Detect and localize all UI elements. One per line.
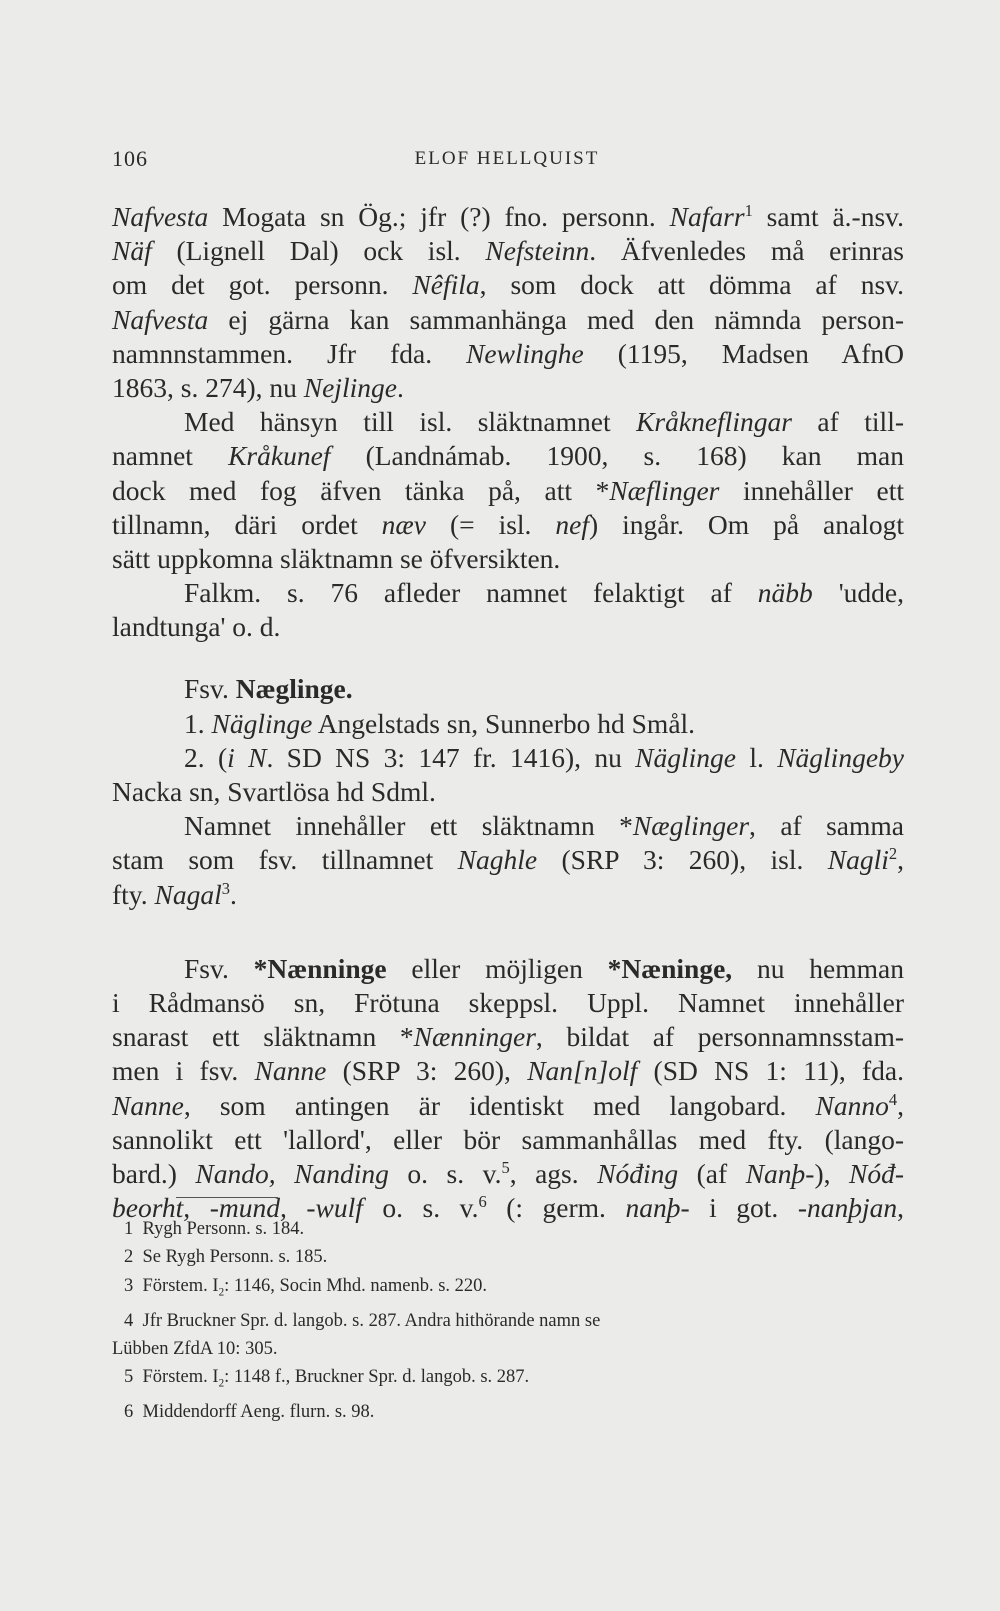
footnote: 1 Rygh Personn. s. 184. bbox=[124, 1219, 305, 1239]
footnote-rule bbox=[176, 1197, 278, 1198]
text-line: tillnamn, däri ordet næv (= isl. nef) ingår. Om på analogt bbox=[112, 508, 904, 540]
footnote: 6 Middendorff Aeng. flurn. s. 98. bbox=[124, 1402, 375, 1423]
text-line: Nacka sn, Svartlösa hd Sdml. bbox=[112, 776, 436, 807]
body-text bbox=[112, 200, 904, 1225]
text-line: landtunga' o. d. bbox=[112, 611, 281, 643]
entry-heading: Fsv. Næglinge. bbox=[184, 673, 353, 705]
text-line: Med hänsyn till isl. släktnamnet Kråkneflingar af till- bbox=[184, 406, 904, 438]
text-line: 2. (i N. SD NS 3: 147 fr. 1416), nu Näglinge l. Näglingeby bbox=[184, 741, 904, 773]
text-line: Näf (Lignell Dal) ock isl. Nefsteinn. Äfvenledes må erinras bbox=[112, 235, 904, 267]
text-line: 1863, s. 274), nu Nejlinge. bbox=[112, 371, 404, 403]
text-line: Nafvesta ej gärna kan sammanhänga med den nämnda person- bbox=[112, 303, 904, 335]
text-line: dock med fog äfven tänka på, att *Næflinger innehåller ett bbox=[112, 474, 904, 506]
text-line: i Rådmansö sn, Frötuna skeppsl. Uppl. Namnet innehåller bbox=[112, 986, 904, 1018]
running-head: ELOF HELLQUIST bbox=[414, 148, 600, 169]
entry-heading: Fsv. *Nænninge eller möjligen *Næninge, nu hemman bbox=[184, 952, 904, 984]
footnote: 3 Förstem. $I_2$: 1146, Socin Mhd. namenb. s. 220. bbox=[124, 1275, 488, 1299]
text-line: 1. Näglinge Angelstads sn, Sunnerbo hd Smål. bbox=[184, 707, 696, 739]
text-line: namnnstammen. Jfr fda. Newlinghe (1195, Madsen AfnO bbox=[112, 337, 904, 369]
text-line: sannolikt ett 'lallord', eller bör sammanhållas med fty. (lango- bbox=[112, 1123, 904, 1155]
footnotes bbox=[112, 1215, 914, 1426]
text-line: snarast ett släktnamn *Nænninger, bildat af personnamnsstam- bbox=[112, 1021, 905, 1053]
text-line: fty. Nagal$^3$. bbox=[112, 878, 237, 910]
text-line: sätt uppkomna släktnamn se öfversikten. bbox=[112, 542, 561, 574]
text-line: beorht, -mund, -wulf o. s. v.$^6$ (: germ. nanþ- i got. -nanþjan, bbox=[112, 1191, 904, 1224]
text-line: Falkm. s. 76 afleder namnet felaktigt af näbb 'udde, bbox=[184, 577, 904, 609]
text-line: Namnet innehåller ett släktnamn *Næglinger, af samma bbox=[184, 810, 904, 842]
text-line: men i fsv. Nanne (SRP 3: 260), Nan[n]olf (SD NS 1: 11), fda. bbox=[112, 1055, 905, 1087]
page-header bbox=[112, 146, 902, 176]
text-line: stam som fsv. tillnamnet Naghle (SRP 3: 260), isl. Nagli$^2$, bbox=[112, 844, 904, 876]
footnote-continuation: Lübben ZfdA 10: 305. bbox=[112, 1338, 278, 1359]
text-line: bard.) Nando, Nanding o. s. v.$^5$, ags. Nóđing (af Nanþ-), Nóđ- bbox=[112, 1157, 904, 1189]
footnote: 5 Förstem. $I_2$: 1148 f., Bruckner Spr. d. langob. s. 287. bbox=[124, 1367, 530, 1390]
text-line: Nanne, som antingen är identiskt med langobard. Nanno$^4$, bbox=[112, 1089, 904, 1121]
page-number: 106 bbox=[112, 146, 148, 171]
text-line: Nafvesta Mogata sn Ög.; jfr (?) fno. personn. Nafarr$^1$ samt ä.-nsv. bbox=[112, 200, 905, 232]
footnote: 2 Se Rygh Personn. s. 185. bbox=[124, 1247, 328, 1268]
text-line: namnet Kråkunef (Landnámab. 1900, s. 168) kan man bbox=[112, 440, 904, 472]
text-line: om det got. personn. Nêfila, som dock att dömma af nsv. bbox=[112, 269, 904, 301]
footnote: 4 Jfr Bruckner Spr. d. langob. s. 287. Andra hithörande namn se bbox=[124, 1310, 601, 1331]
